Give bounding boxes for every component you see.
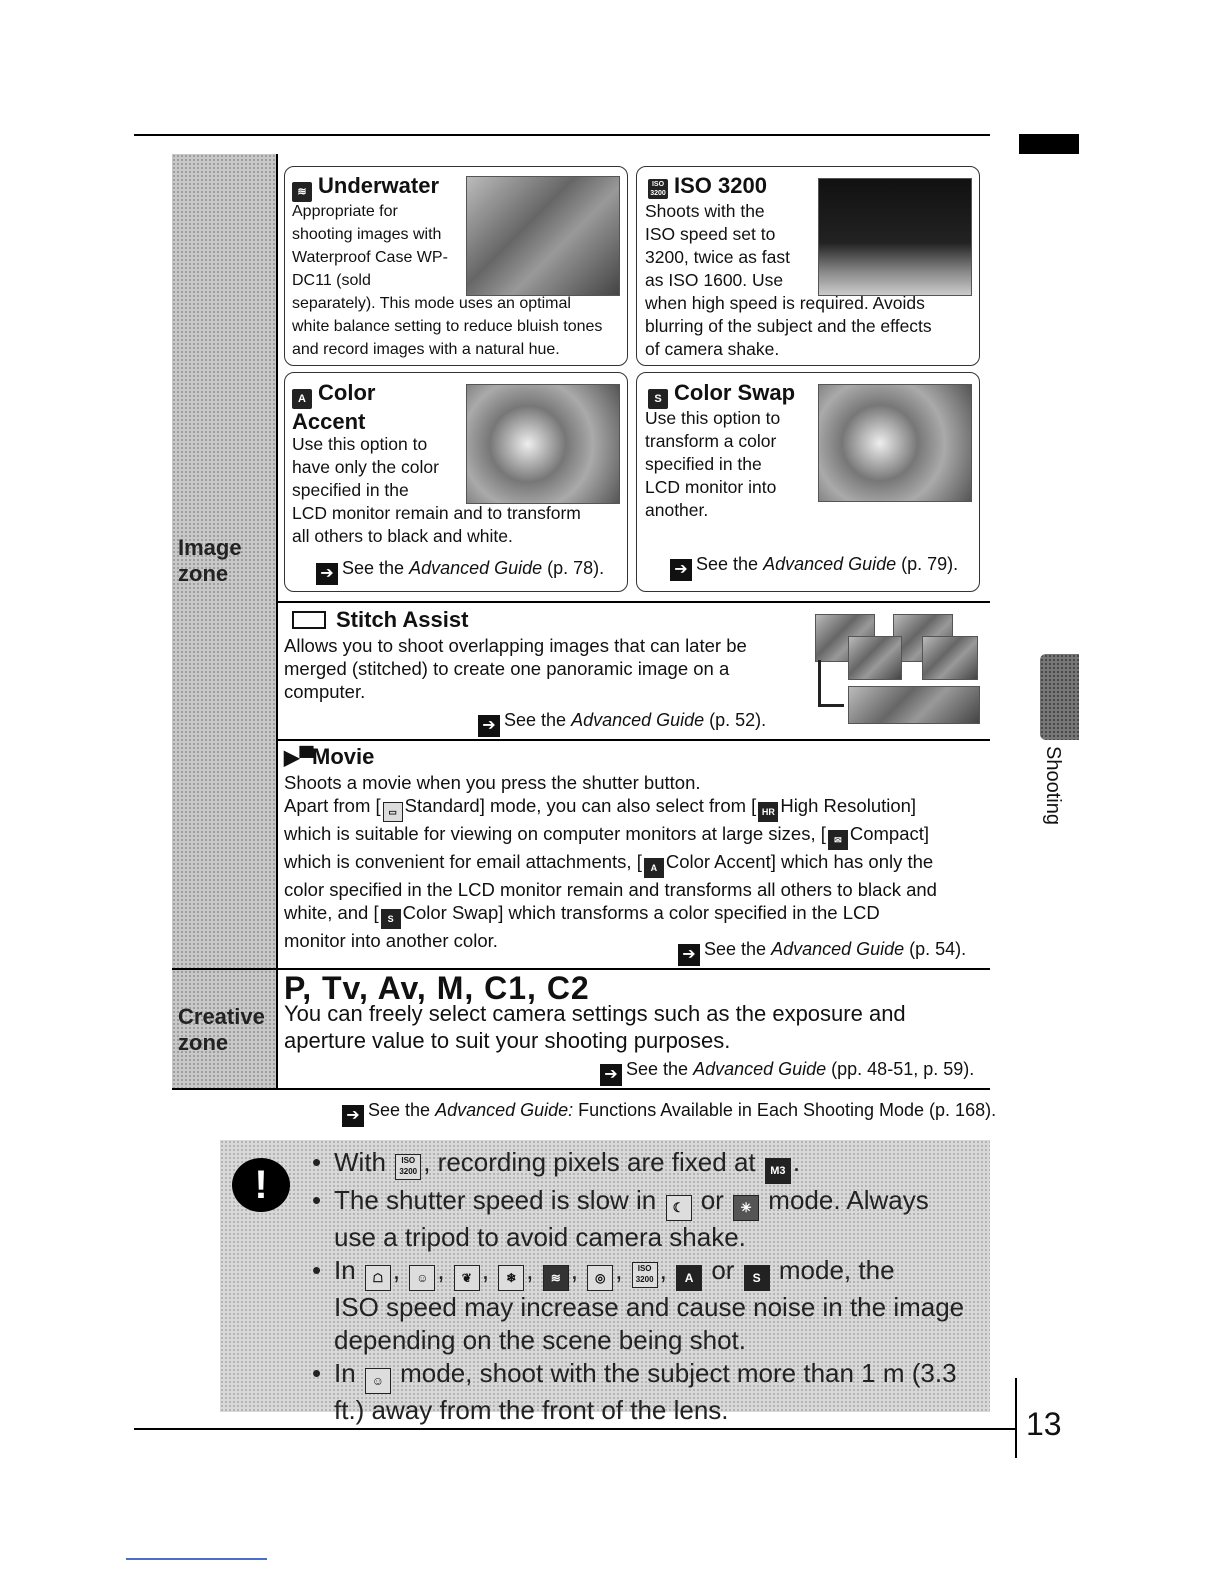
page-number-divider	[1015, 1378, 1017, 1458]
arrow-right-icon: ➔	[478, 715, 500, 737]
underwater-text: Appropriate for shooting images with Waterproof Case WP- DC11 (sold separately). This mode uses an optimal white balance setting to reduce bluish tones and record images with a natural hue.	[292, 203, 603, 358]
color-accent-reference: ➔ See the Advanced Guide (p. 78).	[316, 556, 604, 585]
color-accent-title: A Color Accent	[292, 380, 376, 434]
shooting-tab-label: Shooting	[1042, 746, 1064, 825]
color-swap-text: Use this option to transform a color specified in the LCD monitor into another.	[645, 408, 781, 520]
arrow-right-icon: ➔	[600, 1064, 622, 1086]
stitch-photo-3	[848, 636, 902, 680]
standard-movie-icon: ▭	[383, 802, 403, 822]
stitch-top-rule	[276, 601, 990, 603]
creative-zone-label: Creative zone	[178, 1004, 265, 1055]
stitch-assist-reference: ➔ See the Advanced Guide (p. 52).	[478, 708, 766, 737]
snow-icon: ❄	[498, 1265, 524, 1291]
fireworks-icon: ✳	[733, 1195, 759, 1221]
creative-text: You can freely select camera settings such as the exposure and aperture value to suit your shooting purposes.	[284, 1001, 906, 1053]
iso3200-icon: ISO 3200	[632, 1262, 658, 1288]
high-resolution-icon: HR	[758, 802, 778, 822]
iso3200-text: Shoots with the ISO speed set to 3200, twice as fast as ISO 1600. Use when high speed is required. Avoids blurring of the subject and the effects of camera shake.	[645, 201, 932, 359]
stitch-assist-title: Stitch Assist	[292, 607, 468, 633]
stitch-panorama	[848, 686, 980, 724]
stitch-arrow-horizontal	[818, 704, 844, 707]
caution-list	[312, 1146, 982, 1427]
color-accent-text: Use this option to have only the color specified in the LCD monitor remain and to transform all others to black and white.	[292, 434, 581, 546]
movie-icon: ▶▀	[284, 747, 314, 769]
arrow-right-icon: ➔	[316, 563, 338, 585]
color-accent-icon: A	[292, 389, 312, 409]
movie-title: ▶▀Movie	[284, 744, 375, 769]
kids-pets-icon: ☺	[409, 1265, 435, 1291]
underwater-icon: ≋	[543, 1265, 569, 1291]
top-rule	[134, 134, 990, 136]
iso3200-title: ISO 3200 ISO 3200	[648, 173, 767, 199]
kids-pets-icon: ☺	[365, 1368, 391, 1394]
iso3200-icon: ISO 3200	[648, 179, 668, 199]
compact-movie-icon: ✉	[828, 830, 848, 850]
caution-icon: !	[232, 1158, 290, 1212]
color-swap-icon: S	[648, 389, 668, 409]
stitch-photo-4	[922, 636, 978, 680]
night-scene-icon: ☾	[666, 1195, 692, 1221]
color-swap-movie-icon: S	[381, 909, 401, 929]
color-swap-reference: ➔ See the Advanced Guide (p. 79).	[670, 552, 958, 581]
movie-reference: ➔ See the Advanced Guide (p. 54).	[678, 937, 966, 966]
foliage-icon: ❦	[454, 1265, 480, 1291]
shooting-section-tab	[1040, 654, 1079, 740]
creative-reference: ➔ See the Advanced Guide (pp. 48-51, p. 59).	[600, 1057, 974, 1086]
arrow-right-icon: ➔	[342, 1105, 364, 1127]
color-swap-title: S Color Swap	[648, 380, 795, 409]
image-zone-label: Image zone	[178, 535, 242, 586]
movie-top-rule	[276, 739, 990, 741]
color-swap-photo	[818, 384, 972, 502]
color-accent-icon: A	[676, 1265, 702, 1291]
bottom-rule	[134, 1428, 1016, 1430]
caution-item: • In ☺ mode, shoot with the subject more than 1 m (3.3 ft.) away from the front of the lens.	[312, 1357, 982, 1427]
caution-item: • The shutter speed is slow in ☾ or ✳ mode. Always use a tripod to avoid camera shake.	[312, 1184, 982, 1254]
caution-item: • In ☖ , ☺ , ❦ , ❄ , ≋ , ◎ , ISO 3200 , A or S mode, the ISO speed may increase and cause noise in the image depending on the scene being shot.	[312, 1254, 982, 1357]
creative-modes-title: P, Tv, Av, M, C1, C2	[284, 970, 590, 1006]
movie-text: Shoots a movie when you press the shutter button. Apart from [ ▭ Standard] mode, you can also select from [ HR High Resolution] which is suitable for viewing on computer monitors at large sizes, [ ✉ Compact] which is convenient for email attachments, [ A Color Accent] which has only the color specified in the LCD monitor remain and transforms all others to black and white, and [ S Color Swap] which transforms a color specified in the LCD monitor into another color.	[284, 772, 937, 951]
stitch-assist-text: Allows you to shoot overlapping images that can later be merged (stitched) to create one panoramic image on a computer.	[284, 635, 747, 702]
underwater-title: ≋ Underwater	[292, 173, 439, 202]
footnote-rule	[126, 1558, 267, 1560]
arrow-right-icon: ➔	[670, 559, 692, 581]
aquarium-icon: ◎	[587, 1265, 613, 1291]
m3-pixels-icon: M3	[765, 1158, 791, 1184]
color-swap-icon: S	[744, 1265, 770, 1291]
creative-bottom-rule	[172, 1088, 990, 1090]
sidebar-divider	[276, 154, 278, 1088]
stitch-assist-icon	[292, 611, 326, 629]
indoor-icon: ☖	[365, 1265, 391, 1291]
arrow-right-icon: ➔	[678, 944, 700, 966]
underwater-icon: ≋	[292, 182, 312, 202]
stitch-arrow-icon	[818, 660, 821, 706]
color-accent-movie-icon: A	[644, 858, 664, 878]
caution-item: • With ISO 3200 , recording pixels are fixed at M3 .	[312, 1146, 982, 1184]
page-number: 13	[1026, 1406, 1062, 1442]
corner-tab	[1019, 134, 1079, 154]
iso3200-icon: ISO 3200	[395, 1154, 421, 1180]
functions-reference: ➔ See the Advanced Guide: Functions Available in Each Shooting Mode (p. 168).	[342, 1098, 996, 1127]
